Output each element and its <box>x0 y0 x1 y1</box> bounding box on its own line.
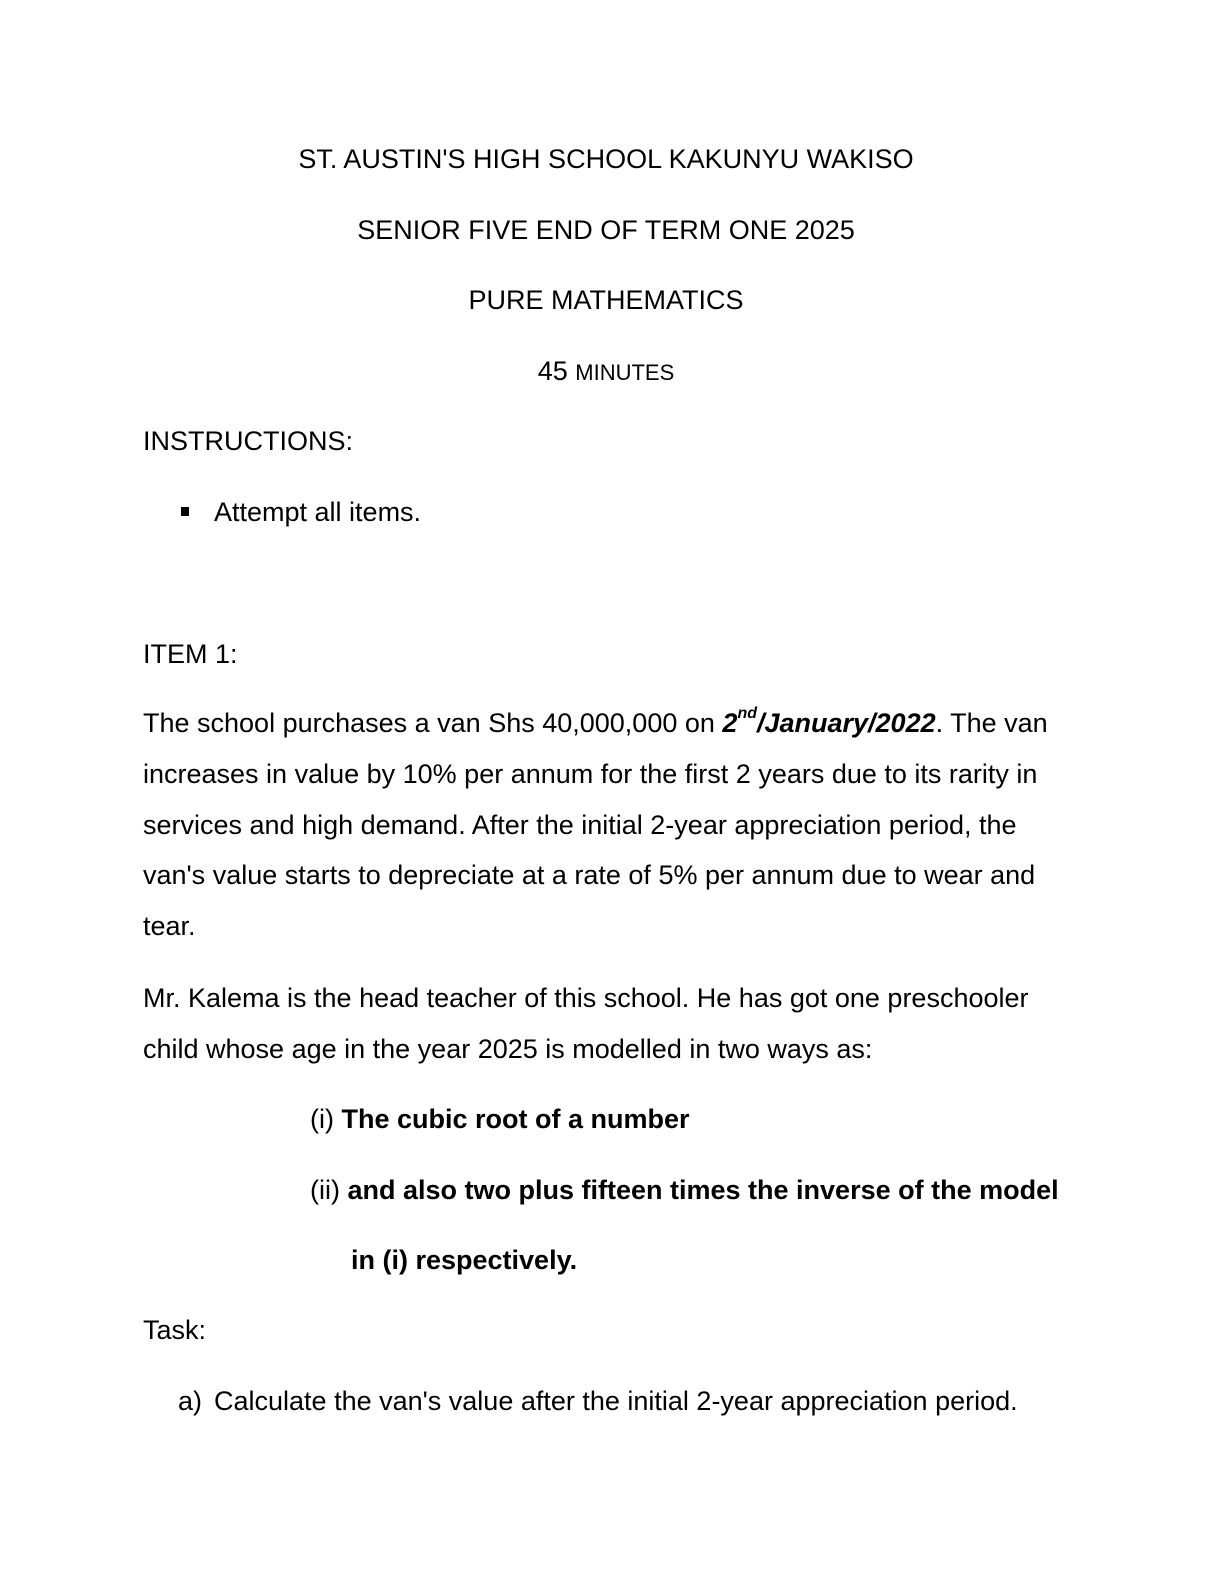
instructions-heading-colon: : <box>345 426 354 456</box>
instruction-item: Attempt all items. <box>214 497 422 527</box>
model-ii-text: and also two plus fifteen times the inverse of the model <box>347 1175 1059 1205</box>
date-day: 2 <box>722 708 738 738</box>
duration-number: 45 <box>537 356 568 386</box>
duration <box>0 354 1212 390</box>
school-name: ST. AUSTIN'S HIGH SCHOOL KAKUNYU WAKISO <box>298 144 914 174</box>
square-bullet-icon <box>181 507 189 516</box>
instructions-heading <box>143 424 353 458</box>
duration-unit: MINUTES <box>575 360 675 385</box>
task-heading <box>143 1313 206 1347</box>
task-heading-text: Task <box>143 1315 199 1345</box>
model-ii <box>310 1173 1059 1207</box>
p1-text-a: The school purchases a van Shs 40,000,000 on <box>143 708 723 738</box>
instructions-heading-text: INSTRUCTIONS <box>143 426 346 456</box>
model-ii-continued: in (i) respectively. <box>351 1245 578 1275</box>
task-a-text: Calculate the van's value after the initial 2-year appreciation period. <box>214 1386 1018 1416</box>
date-suffix: nd <box>737 705 757 722</box>
model-i-text: The cubic root of a number <box>341 1104 690 1134</box>
task-a-label: a) <box>178 1386 203 1416</box>
exam-title: SENIOR FIVE END OF TERM ONE 2025 <box>357 215 855 245</box>
task-heading-colon: : <box>198 1315 207 1345</box>
purchase-date <box>722 705 936 738</box>
date-rest: /January/2022 <box>756 708 936 738</box>
model-i <box>310 1102 690 1136</box>
item-paragraph-2: Mr. Kalema is the head teacher of this school. He has got one preschooler child whose age in the year 2025 is modelled in two ways as: <box>143 983 1029 1064</box>
item-paragraph-1 <box>143 698 1073 952</box>
model-i-label: (i) <box>310 1104 342 1134</box>
model-ii-label: (ii) <box>310 1175 348 1205</box>
item-heading: ITEM 1: <box>143 639 238 669</box>
p1-text-b: . The van increases in value by 10% per annum for the first 2 years due to its rarity in services and high demand. After the initial 2-year appreciation period, the van's value starts to depreciate at a rate of 5% per annum due to wear and tear. <box>143 708 1048 942</box>
subject-title: PURE MATHEMATICS <box>468 285 744 315</box>
